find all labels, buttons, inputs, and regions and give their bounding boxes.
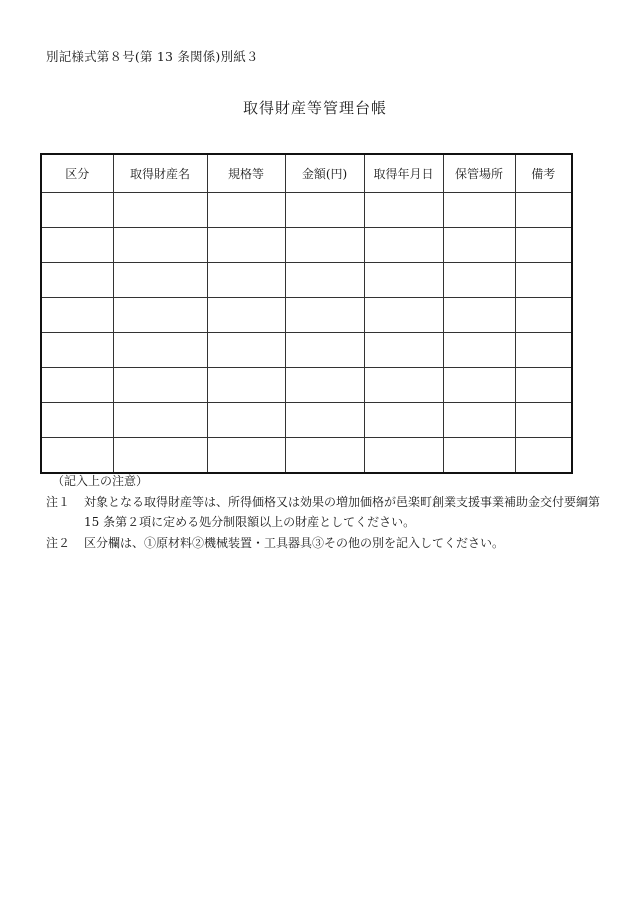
table-header-row xyxy=(41,154,572,193)
table-cell-storage-location[interactable] xyxy=(443,368,515,403)
table-cell-property-name[interactable] xyxy=(113,228,207,263)
table-cell-remarks[interactable] xyxy=(515,193,572,228)
table-cell-property-name[interactable] xyxy=(113,403,207,438)
table-cell-category[interactable] xyxy=(41,368,113,403)
table-row xyxy=(41,228,572,263)
page-title: 取得財産等管理台帳 xyxy=(242,99,387,117)
table-cell-storage-location[interactable] xyxy=(443,333,515,368)
table-cell-remarks[interactable] xyxy=(515,403,572,438)
table-cell-storage-location[interactable] xyxy=(443,298,515,333)
table-cell-specification[interactable] xyxy=(207,403,285,438)
table-cell-amount[interactable] xyxy=(285,403,364,438)
table-cell-acquisition-date[interactable] xyxy=(364,438,443,474)
table-cell-acquisition-date[interactable] xyxy=(364,193,443,228)
property-ledger-table xyxy=(40,153,573,474)
note-2 xyxy=(46,533,606,553)
table-row xyxy=(41,193,572,228)
table-cell-acquisition-date[interactable] xyxy=(364,228,443,263)
table-cell-acquisition-date[interactable] xyxy=(364,298,443,333)
table-row xyxy=(41,263,572,298)
table-cell-remarks[interactable] xyxy=(515,263,572,298)
table-cell-acquisition-date[interactable] xyxy=(364,333,443,368)
table-cell-specification[interactable] xyxy=(207,228,285,263)
table-cell-remarks[interactable] xyxy=(515,333,572,368)
table-cell-specification[interactable] xyxy=(207,368,285,403)
table-row xyxy=(41,333,572,368)
column-header-acquisition-date: 取得年月日 xyxy=(364,154,443,193)
table-cell-category[interactable] xyxy=(41,403,113,438)
table-cell-specification[interactable] xyxy=(207,333,285,368)
table-cell-amount[interactable] xyxy=(285,263,364,298)
table-cell-category[interactable] xyxy=(41,298,113,333)
table-cell-storage-location[interactable] xyxy=(443,263,515,298)
column-header-category: 区分 xyxy=(41,154,113,193)
column-header-remarks: 備考 xyxy=(515,154,572,193)
table-cell-property-name[interactable] xyxy=(113,193,207,228)
note-1-label: 注１ xyxy=(46,495,71,509)
table-cell-remarks[interactable] xyxy=(515,228,572,263)
table-cell-amount[interactable] xyxy=(285,228,364,263)
table-row xyxy=(41,298,572,333)
table-cell-storage-location[interactable] xyxy=(443,438,515,474)
notes-heading: （記入上の注意） xyxy=(52,474,149,488)
table-cell-acquisition-date[interactable] xyxy=(364,263,443,298)
column-header-amount: 金額(円) xyxy=(285,154,364,193)
table-cell-category[interactable] xyxy=(41,228,113,263)
table-cell-remarks[interactable] xyxy=(515,438,572,474)
table-cell-specification[interactable] xyxy=(207,298,285,333)
table-cell-specification[interactable] xyxy=(207,193,285,228)
table-cell-amount[interactable] xyxy=(285,298,364,333)
table-cell-storage-location[interactable] xyxy=(443,403,515,438)
table-cell-property-name[interactable] xyxy=(113,298,207,333)
table-body xyxy=(41,193,572,474)
table-cell-acquisition-date[interactable] xyxy=(364,403,443,438)
table-row xyxy=(41,403,572,438)
column-header-property-name: 取得財産名 xyxy=(113,154,207,193)
table-row xyxy=(41,438,572,474)
table-cell-category[interactable] xyxy=(41,263,113,298)
column-header-specification: 規格等 xyxy=(207,154,285,193)
table-cell-storage-location[interactable] xyxy=(443,228,515,263)
note-2-label: 注２ xyxy=(46,536,71,550)
table-cell-storage-location[interactable] xyxy=(443,193,515,228)
table-cell-remarks[interactable] xyxy=(515,368,572,403)
table-cell-category[interactable] xyxy=(41,438,113,474)
table-cell-acquisition-date[interactable] xyxy=(364,368,443,403)
table-cell-property-name[interactable] xyxy=(113,438,207,474)
table-cell-specification[interactable] xyxy=(207,438,285,474)
note-2-text: 区分欄は、①原材料②機械装置・工具器具③その他の別を記入してください。 xyxy=(84,536,505,550)
table-row xyxy=(41,368,572,403)
table-cell-category[interactable] xyxy=(41,193,113,228)
table-cell-amount[interactable] xyxy=(285,193,364,228)
notes-section xyxy=(46,471,606,553)
column-header-storage-location: 保管場所 xyxy=(443,154,515,193)
table-cell-property-name[interactable] xyxy=(113,333,207,368)
table-cell-remarks[interactable] xyxy=(515,298,572,333)
table-cell-specification[interactable] xyxy=(207,263,285,298)
table-cell-category[interactable] xyxy=(41,333,113,368)
table-cell-amount[interactable] xyxy=(285,333,364,368)
table-cell-property-name[interactable] xyxy=(113,263,207,298)
table-cell-property-name[interactable] xyxy=(113,368,207,403)
form-number: 別記様式第８号(第 13 条関係)別紙３ xyxy=(46,49,259,64)
note-1-text: 対象となる取得財産等は、所得価格又は効果の増加価格が邑楽町創業支援事業補助金交付要綱第 15 条第２項に定める処分制限額以上の財産としてください。 xyxy=(84,495,601,529)
note-1 xyxy=(46,492,606,532)
table-cell-amount[interactable] xyxy=(285,368,364,403)
table-cell-amount[interactable] xyxy=(285,438,364,474)
